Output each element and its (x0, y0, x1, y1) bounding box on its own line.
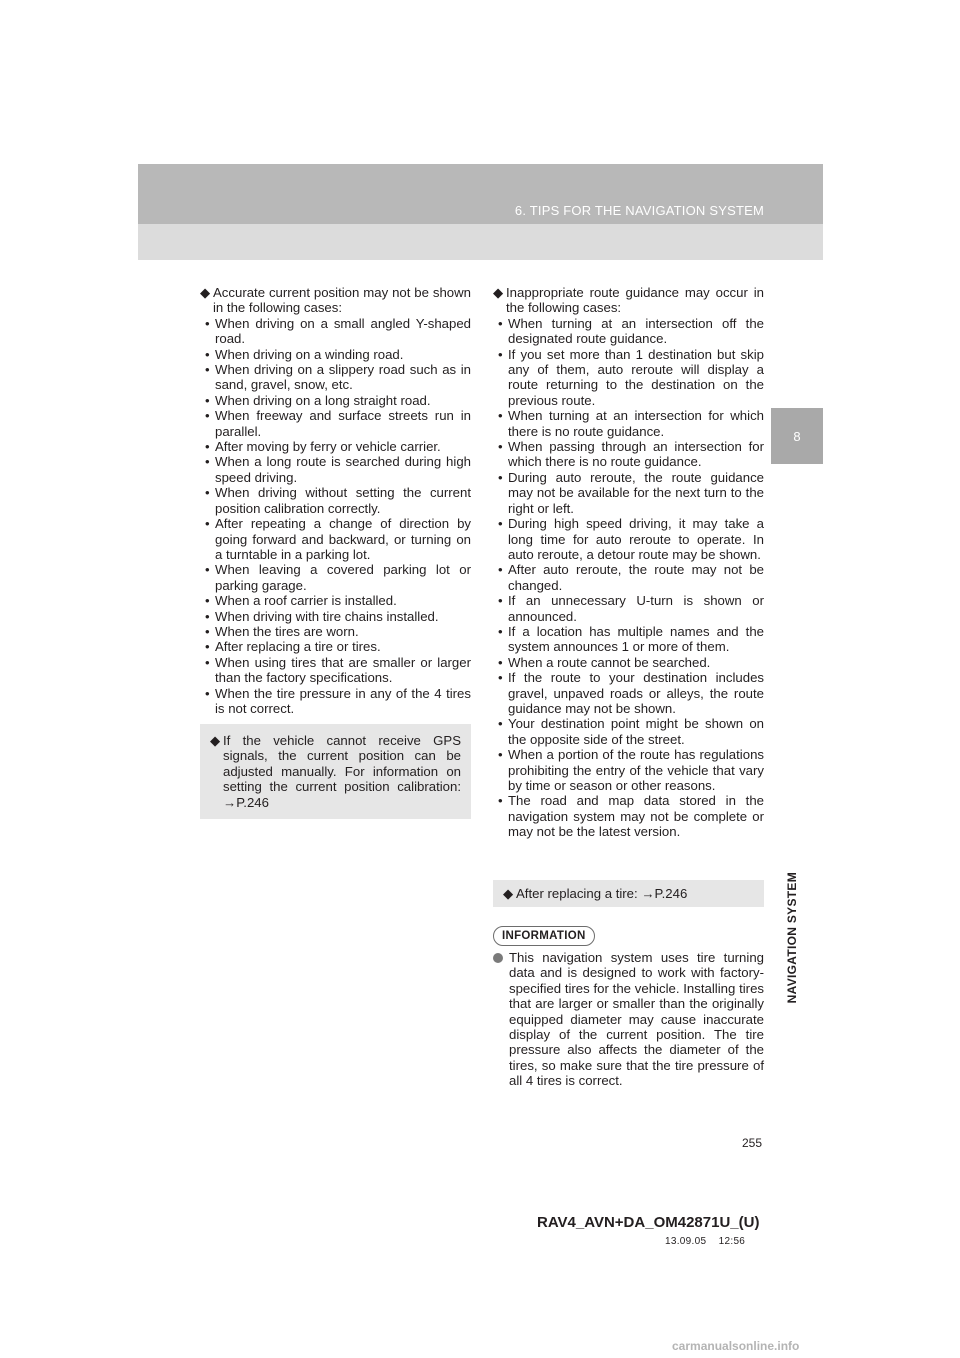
case-item (205, 485, 471, 516)
case-text: Your destination point might be shown on the opposite side of the street. (508, 716, 764, 747)
case-text: The road and map data stored in the navigation system may not be complete or may not be the latest version. (508, 793, 764, 840)
bullet-dot-icon: • (498, 670, 503, 686)
diamond-bullet-icon: ◆ (493, 285, 504, 300)
case-text: After auto reroute, the route may not be changed. (508, 562, 764, 593)
case-item (498, 347, 764, 409)
information-body (493, 950, 764, 1089)
left-intro-text: Accurate current position may not be shown in the following cases: (213, 285, 471, 316)
right-note (503, 886, 754, 901)
case-item (498, 670, 764, 716)
information-text: This navigation system uses tire turning data and is designed to work with factory-specified tires for the vehicle. Installing tires that are larger or smaller than the originally equipped diameter may cause inaccurate display of the current position. The tire pressure also affects the diameter of the tires, so make sure that the tire pressure of all 4 tires is correct. (509, 950, 764, 1089)
right-case-list (493, 316, 764, 840)
case-text: After repeating a change of direction by going forward and backward, or turning on a turntable in a parking lot. (215, 516, 471, 562)
bullet-dot-icon: • (498, 346, 503, 362)
bullet-dot-icon: • (205, 654, 210, 670)
case-item (205, 655, 471, 686)
section-title: 6. TIPS FOR THE NAVIGATION SYSTEM (514, 203, 764, 218)
document-code: RAV4_AVN+DA_OM42871U_(U) (537, 1214, 760, 1231)
bullet-dot-icon: • (205, 439, 210, 455)
case-item (498, 562, 764, 593)
bullet-dot-icon: • (205, 685, 210, 701)
case-item (205, 686, 471, 717)
case-item (498, 716, 764, 747)
right-intro-text: Inappropriate route guidance may occur in the following cases: (506, 285, 764, 316)
bullet-dot-icon: • (498, 623, 503, 639)
left-case-list (200, 316, 471, 717)
bullet-dot-icon: • (205, 639, 210, 655)
case-text: When freeway and surface streets run in parallel. (215, 408, 471, 439)
bullet-dot-icon: • (498, 654, 503, 670)
case-text: When driving on a small angled Y-shaped road. (215, 315, 471, 347)
bullet-dot-icon: • (498, 516, 503, 532)
case-item (205, 562, 471, 593)
right-column (493, 285, 764, 840)
case-item (205, 439, 471, 454)
chapter-number: 8 (793, 428, 801, 444)
right-note-box (493, 880, 764, 907)
case-item (205, 454, 471, 485)
round-bullet-icon (493, 953, 503, 963)
case-text: When a portion of the route has regulations prohibiting the entry of the vehicle that vary by time or season or other reasons. (508, 747, 764, 793)
case-text: If you set more than 1 destination but skip any of them, auto reroute will display a route returning to the destination on the previous route. (508, 346, 764, 408)
bullet-dot-icon: • (205, 315, 210, 331)
bullet-dot-icon: • (498, 439, 503, 455)
watermark: carmanualsonline.info (672, 1339, 800, 1353)
left-column (200, 285, 471, 716)
case-text: When using tires that are smaller or larger than the factory specifications. (215, 654, 471, 686)
case-text: When passing through an intersection for which there is no route guidance. (508, 439, 764, 470)
case-item (498, 747, 764, 793)
case-text: When the tire pressure in any of the 4 tires is not correct. (215, 685, 471, 716)
case-item (498, 316, 764, 347)
case-text: If a location has multiple names and the system announces 1 or more of them. (508, 623, 764, 655)
case-item (205, 347, 471, 362)
header-subband (138, 224, 823, 260)
diamond-bullet-icon: ◆ (210, 733, 221, 748)
case-item (498, 655, 764, 670)
left-note-box (200, 724, 471, 819)
case-text: During high speed driving, it may take a long time for auto reroute to operate. In auto reroute, a detour route may be shown. (508, 516, 764, 562)
chapter-tab (771, 408, 823, 464)
right-note-text: After replacing a tire: →P.246 (516, 886, 688, 901)
bullet-dot-icon: • (205, 485, 210, 501)
case-text: If an unnecessary U-turn is shown or announced. (508, 593, 764, 624)
bullet-dot-icon: • (205, 593, 210, 609)
bullet-dot-icon: • (205, 608, 210, 624)
case-item (498, 793, 764, 839)
case-item (498, 439, 764, 470)
bullet-dot-icon: • (498, 716, 503, 732)
case-text: After moving by ferry or vehicle carrier. (215, 439, 441, 455)
bullet-dot-icon: • (205, 454, 210, 470)
right-intro (493, 285, 764, 316)
bullet-dot-icon: • (205, 623, 210, 639)
bullet-dot-icon: • (205, 516, 210, 532)
print-timestamp: 13.09.05 12:56 (665, 1236, 746, 1247)
bullet-dot-icon: • (498, 408, 503, 424)
case-text: When a roof carrier is installed. (215, 593, 397, 609)
case-text: When turning at an intersection off the designated route guidance. (508, 315, 764, 347)
chapter-label: NAVIGATION SYSTEM (785, 872, 799, 1004)
bullet-dot-icon: • (498, 469, 503, 485)
case-text: During auto reroute, the route guidance may not be available for the next turn to the right or left. (508, 469, 764, 516)
case-text: When the tires are worn. (215, 623, 359, 639)
case-item (205, 593, 471, 608)
bullet-dot-icon: • (498, 793, 503, 809)
left-intro (200, 285, 471, 316)
case-text: When driving on a slippery road such as in sand, gravel, snow, etc. (215, 362, 471, 393)
bullet-dot-icon: • (205, 408, 210, 424)
case-item (205, 408, 471, 439)
case-item (498, 470, 764, 516)
case-item (498, 593, 764, 624)
case-item (205, 639, 471, 654)
case-item (205, 362, 471, 393)
bullet-dot-icon: • (205, 562, 210, 578)
bullet-dot-icon: • (205, 346, 210, 362)
case-text: When driving with tire chains installed. (215, 608, 439, 624)
case-text: When leaving a covered parking lot or parking garage. (215, 562, 471, 593)
case-text: When driving on a winding road. (215, 346, 404, 362)
case-text: After replacing a tire or tires. (215, 639, 381, 655)
bullet-dot-icon: • (205, 362, 210, 378)
case-text: When turning at an intersection for which there is no route guidance. (508, 408, 764, 439)
case-text: If the route to your destination includes gravel, unpaved roads or alleys, the route guidance may not be shown. (508, 670, 764, 716)
bullet-dot-icon: • (498, 315, 503, 331)
case-item (205, 516, 471, 562)
bullet-dot-icon: • (498, 562, 503, 578)
case-item (205, 609, 471, 624)
case-item (205, 624, 471, 639)
information-tag: INFORMATION (493, 926, 595, 946)
case-text: When driving on a long straight road. (215, 392, 431, 408)
case-text: When a long route is searched during high speed driving. (215, 454, 471, 485)
bullet-dot-icon: • (498, 747, 503, 763)
diamond-bullet-icon: ◆ (503, 886, 514, 901)
case-text: When a route cannot be searched. (508, 654, 711, 670)
diamond-bullet-icon: ◆ (200, 285, 211, 300)
case-item (498, 516, 764, 562)
left-note-text: If the vehicle cannot receive GPS signals, the current position can be adjusted manually. For information on setting the current position calibration: →P.246 (223, 733, 461, 810)
case-item (498, 624, 764, 655)
case-text: When driving without setting the current position calibration correctly. (215, 485, 471, 516)
case-item (498, 408, 764, 439)
case-item (205, 393, 471, 408)
left-note (210, 733, 461, 810)
bullet-dot-icon: • (205, 392, 210, 408)
case-item (205, 316, 471, 347)
bullet-dot-icon: • (498, 593, 503, 609)
page-number: 255 (742, 1136, 763, 1150)
